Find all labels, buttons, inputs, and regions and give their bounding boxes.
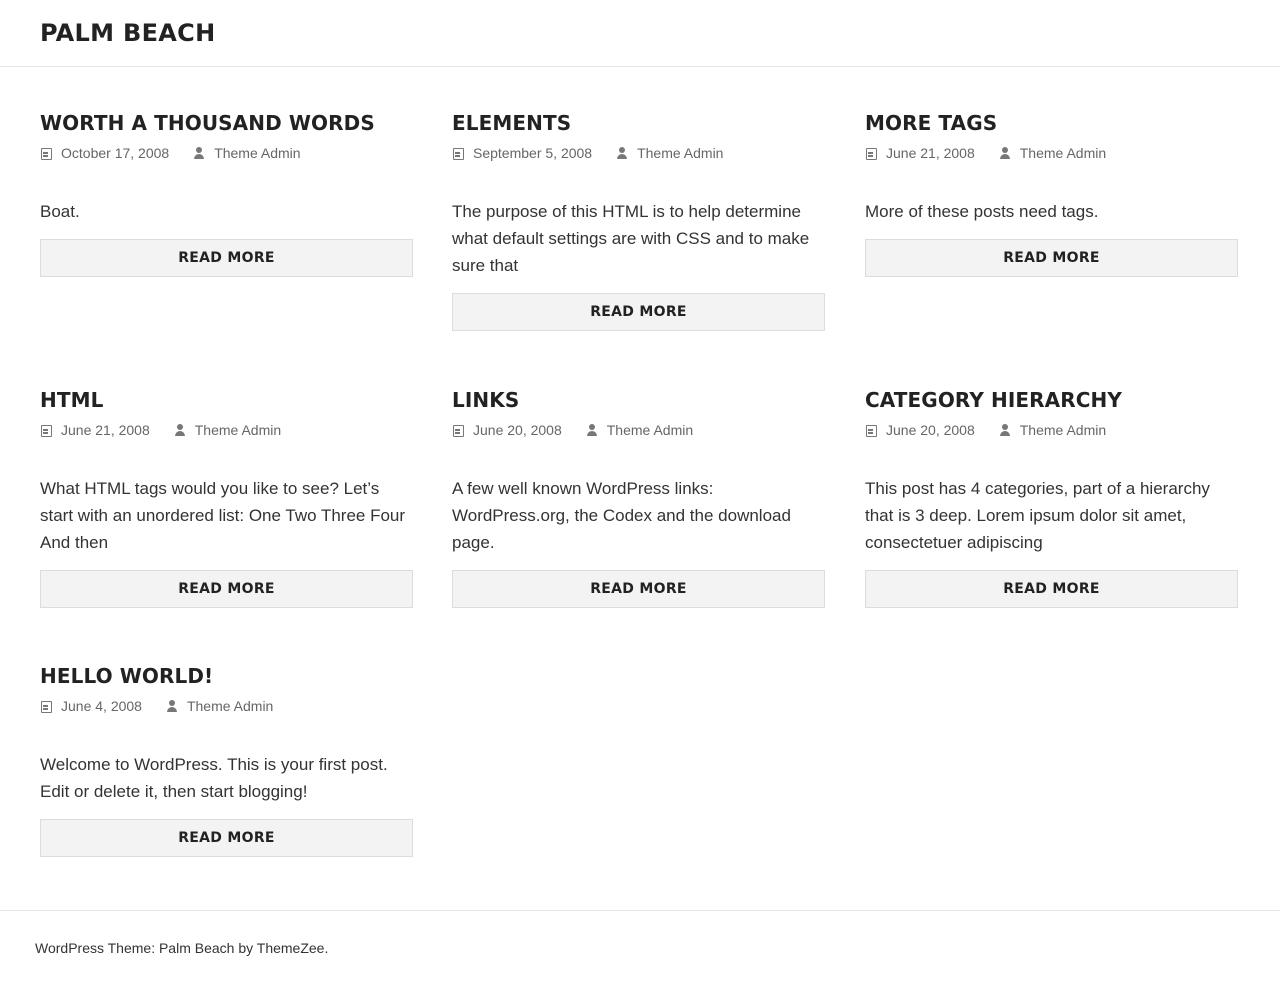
user-icon bbox=[999, 147, 1011, 159]
post-author bbox=[586, 422, 693, 438]
post-excerpt: A few well known WordPress links: WordPress.org, the Codex and the download page. bbox=[452, 479, 791, 552]
user-icon bbox=[166, 700, 178, 712]
post-date-link[interactable]: June 21, 2008 bbox=[886, 145, 975, 161]
post-author bbox=[999, 422, 1106, 438]
post-meta bbox=[40, 143, 413, 163]
post-meta bbox=[865, 143, 1238, 163]
post-author-link[interactable]: Theme Admin bbox=[637, 145, 724, 161]
user-icon bbox=[174, 424, 186, 436]
calendar-icon bbox=[40, 424, 52, 436]
post-title-link[interactable]: WORTH A THOUSAND WORDS bbox=[40, 111, 375, 135]
calendar-icon bbox=[865, 424, 877, 436]
post-card bbox=[40, 663, 413, 857]
post-date-link[interactable]: June 20, 2008 bbox=[886, 422, 975, 438]
post-card bbox=[452, 387, 825, 608]
post-meta bbox=[865, 420, 1238, 440]
post-date-link[interactable]: June 21, 2008 bbox=[61, 422, 150, 438]
post-date-link[interactable]: June 4, 2008 bbox=[61, 698, 142, 714]
post-date-link[interactable]: October 17, 2008 bbox=[61, 145, 170, 161]
post-excerpt: Welcome to WordPress. This is your first post. Edit or delete it, then start blogging! bbox=[40, 755, 388, 801]
user-icon bbox=[193, 147, 205, 159]
site-footer bbox=[0, 910, 1280, 990]
post-excerpt: What HTML tags would you like to see? Let’s start with an unordered list: One Two Three Four And then bbox=[40, 479, 406, 552]
read-more-button[interactable]: READ MORE bbox=[865, 570, 1238, 608]
post-meta bbox=[452, 143, 825, 163]
post-author bbox=[174, 422, 281, 438]
post-date bbox=[865, 422, 975, 438]
footer-credit: WordPress Theme: Palm Beach by ThemeZee. bbox=[35, 940, 329, 956]
post-author-link[interactable]: Theme Admin bbox=[214, 145, 301, 161]
post-title-link[interactable]: HELLO WORLD! bbox=[40, 664, 214, 688]
calendar-icon bbox=[865, 147, 877, 159]
post-date-link[interactable]: June 20, 2008 bbox=[473, 422, 562, 438]
post-date bbox=[40, 698, 142, 714]
user-icon bbox=[586, 424, 598, 436]
post-date bbox=[40, 145, 169, 161]
post-author-link[interactable]: Theme Admin bbox=[194, 422, 282, 438]
post-meta bbox=[40, 420, 413, 440]
post-date bbox=[40, 422, 150, 438]
read-more-button[interactable]: READ MORE bbox=[40, 570, 413, 608]
post-card bbox=[452, 110, 825, 331]
post-title-link[interactable]: LINKS bbox=[452, 388, 520, 412]
post-card bbox=[865, 387, 1238, 608]
post-title-link[interactable]: ELEMENTS bbox=[452, 111, 572, 135]
post-author bbox=[616, 145, 723, 161]
user-icon bbox=[999, 424, 1011, 436]
post-author bbox=[999, 145, 1106, 161]
user-icon bbox=[616, 147, 628, 159]
post-meta bbox=[40, 696, 413, 716]
read-more-button[interactable]: READ MORE bbox=[865, 239, 1238, 277]
post-date bbox=[865, 145, 975, 161]
post-card bbox=[40, 387, 413, 608]
post-date bbox=[452, 422, 562, 438]
post-card bbox=[865, 110, 1238, 277]
read-more-button[interactable]: READ MORE bbox=[452, 293, 825, 331]
post-excerpt: More of these posts need tags. bbox=[865, 202, 1099, 221]
calendar-icon bbox=[452, 147, 464, 159]
post-title-link[interactable]: HTML bbox=[40, 388, 104, 412]
post-author-link[interactable]: Theme Admin bbox=[186, 698, 274, 714]
calendar-icon bbox=[452, 424, 464, 436]
post-excerpt: The purpose of this HTML is to help determine what default settings are with CSS and to make sure that bbox=[452, 202, 810, 275]
post-date bbox=[452, 145, 592, 161]
post-author bbox=[166, 698, 273, 714]
calendar-icon bbox=[40, 147, 52, 159]
post-excerpt: This post has 4 categories, part of a hierarchy that is 3 deep. Lorem ipsum dolor sit amet, consectetuer adipiscing bbox=[865, 479, 1210, 552]
posts-grid bbox=[40, 67, 1238, 910]
read-more-button[interactable]: READ MORE bbox=[452, 570, 825, 608]
calendar-icon bbox=[40, 700, 52, 712]
post-date-link[interactable]: September 5, 2008 bbox=[473, 145, 593, 161]
post-meta bbox=[452, 420, 825, 440]
post-author-link[interactable]: Theme Admin bbox=[606, 422, 694, 438]
site-header bbox=[0, 0, 1280, 67]
post-excerpt: Boat. bbox=[40, 202, 80, 221]
post-author-link[interactable]: Theme Admin bbox=[1019, 422, 1107, 438]
site-title-link[interactable]: PALM BEACH bbox=[40, 19, 216, 47]
post-author bbox=[193, 145, 300, 161]
post-title-link[interactable]: MORE TAGS bbox=[865, 111, 998, 135]
read-more-button[interactable]: READ MORE bbox=[40, 819, 413, 857]
post-card bbox=[40, 110, 413, 277]
read-more-button[interactable]: READ MORE bbox=[40, 239, 413, 277]
post-title-link[interactable]: CATEGORY HIERARCHY bbox=[865, 388, 1122, 412]
post-author-link[interactable]: Theme Admin bbox=[1019, 145, 1107, 161]
